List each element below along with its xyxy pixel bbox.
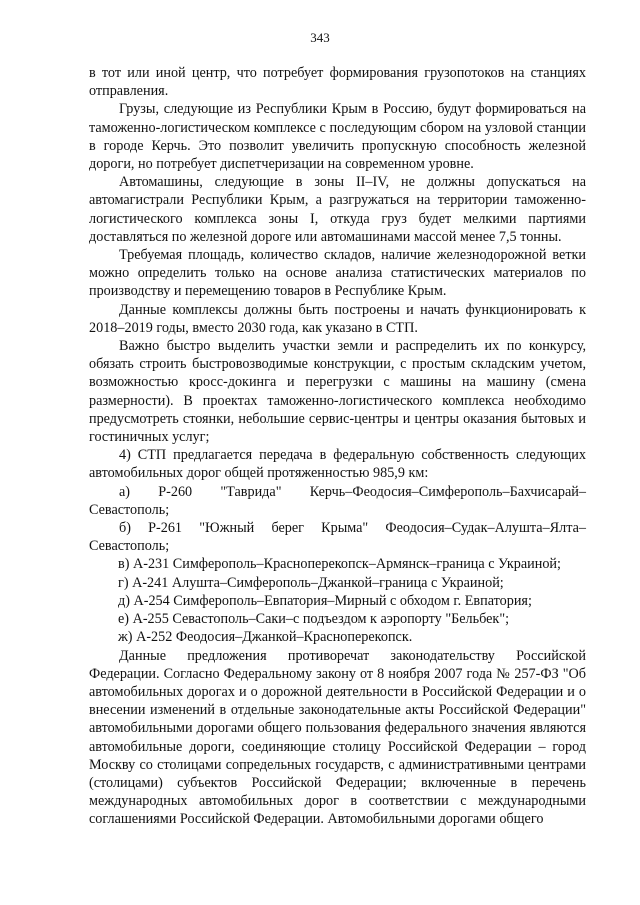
paragraph-continuation: в тот или иной центр, что потребует формирования грузопотоков на станциях отправления. xyxy=(89,65,586,100)
paragraph-vehicles-zones: Автомашины, следующие в зоны II–IV, не должны допускаться на автомагистрали Республики Крым, а разгружаться на территории таможенно-логистического комплекса зоны I, откуда груз будет мелкими партиями доставляться по железной дороге или автомашинами массой менее 7,5 тонны. xyxy=(89,174,586,245)
road-list-item-g: г) А-241 Алушта–Симферополь–Джанкой–граница с Украиной; xyxy=(118,574,504,591)
road-list-item-e: е) А-255 Севастополь–Саки–с подъездом к аэропорту "Бельбек"; xyxy=(118,611,510,628)
road-list-item-d: д) А-254 Симферополь–Евпатория–Мирный с обходом г. Евпатория; xyxy=(118,592,532,609)
paragraph-cargo-kerch: Грузы, следующие из Республики Крым в Россию, будут формироваться на таможенно-логистическом комплексе с последующим сбором на узловой станции в городе Керчь. Это позволит увеличить пропускную способность железной дороги, но потребует диспетчеризации на современном уровне. xyxy=(89,101,586,173)
road-list-item-a: а) Р-260 "Таврида" Керчь–Феодосия–Симферополь–Бахчисарай–Севастополь; xyxy=(89,483,586,518)
paragraph-warehouse-area: Требуемая площадь, количество складов, наличие железнодорожной ветки можно определить только на основе анализа статистических материалов по производству и перемещению товаров в Республике Крым. xyxy=(89,247,586,300)
paragraph-federal-roads-intro: 4) СТП предлагается передача в федеральную собственность следующих автомобильных дорог общей протяженностью 985,9 км: xyxy=(89,447,586,482)
road-list-item-b: б) Р-261 "Южный берег Крыма" Феодосия–Судак–Алушта–Ялта–Севастополь; xyxy=(89,520,586,555)
paragraph-legislation: Данные предложения противоречат законодательству Российской Федерации. Согласно Федеральному закону от 8 ноября 2007 года № 257-ФЗ "Об автомобильных дорогах и о дорожной деятельности в Российской Федерации и о внесении изменений в отдельные законодательные акты Российской Федерации" автомобильными дорогами общего пользования федерального значения являются автомобильные дороги, соединяющие столицу Российской Федерации – город Москву со столицами сопредельных государств, с административными центрами (столицами) субъектов Российской Федерации; включенные в перечень международных автомобильных дорог в соответствии с международными соглашениями Российской Федерации. Автомобильными дорогами общего xyxy=(89,647,586,828)
road-list-item-v: в) А-231 Симферополь–Красноперекопск–Армянск–граница с Украиной; xyxy=(118,556,561,573)
document-body xyxy=(89,64,586,829)
page-number: 343 xyxy=(310,30,330,45)
paragraph-complex-timeline: Данные комплексы должны быть построены и начать функционировать к 2018–2019 годы, вместо 2030 года, как указано в СТП. xyxy=(89,301,586,336)
paragraph-land-allocation: Важно быстро выделить участки земли и распределить их по конкурсу, обязать строить быстровозводимые конструкции, с простым складским учетом, возможностью кросс-докинга и перегрузки с машины на машину (смена размерности). В проектах таможенно-логистического комплекса необходимо предусмотреть стоянки, небольшие сервис-центры и центры оказания бытовых и гостиничных услуг; xyxy=(89,338,586,446)
road-list-item-zh: ж) А-252 Феодосия–Джанкой–Красноперекопск. xyxy=(118,629,413,646)
